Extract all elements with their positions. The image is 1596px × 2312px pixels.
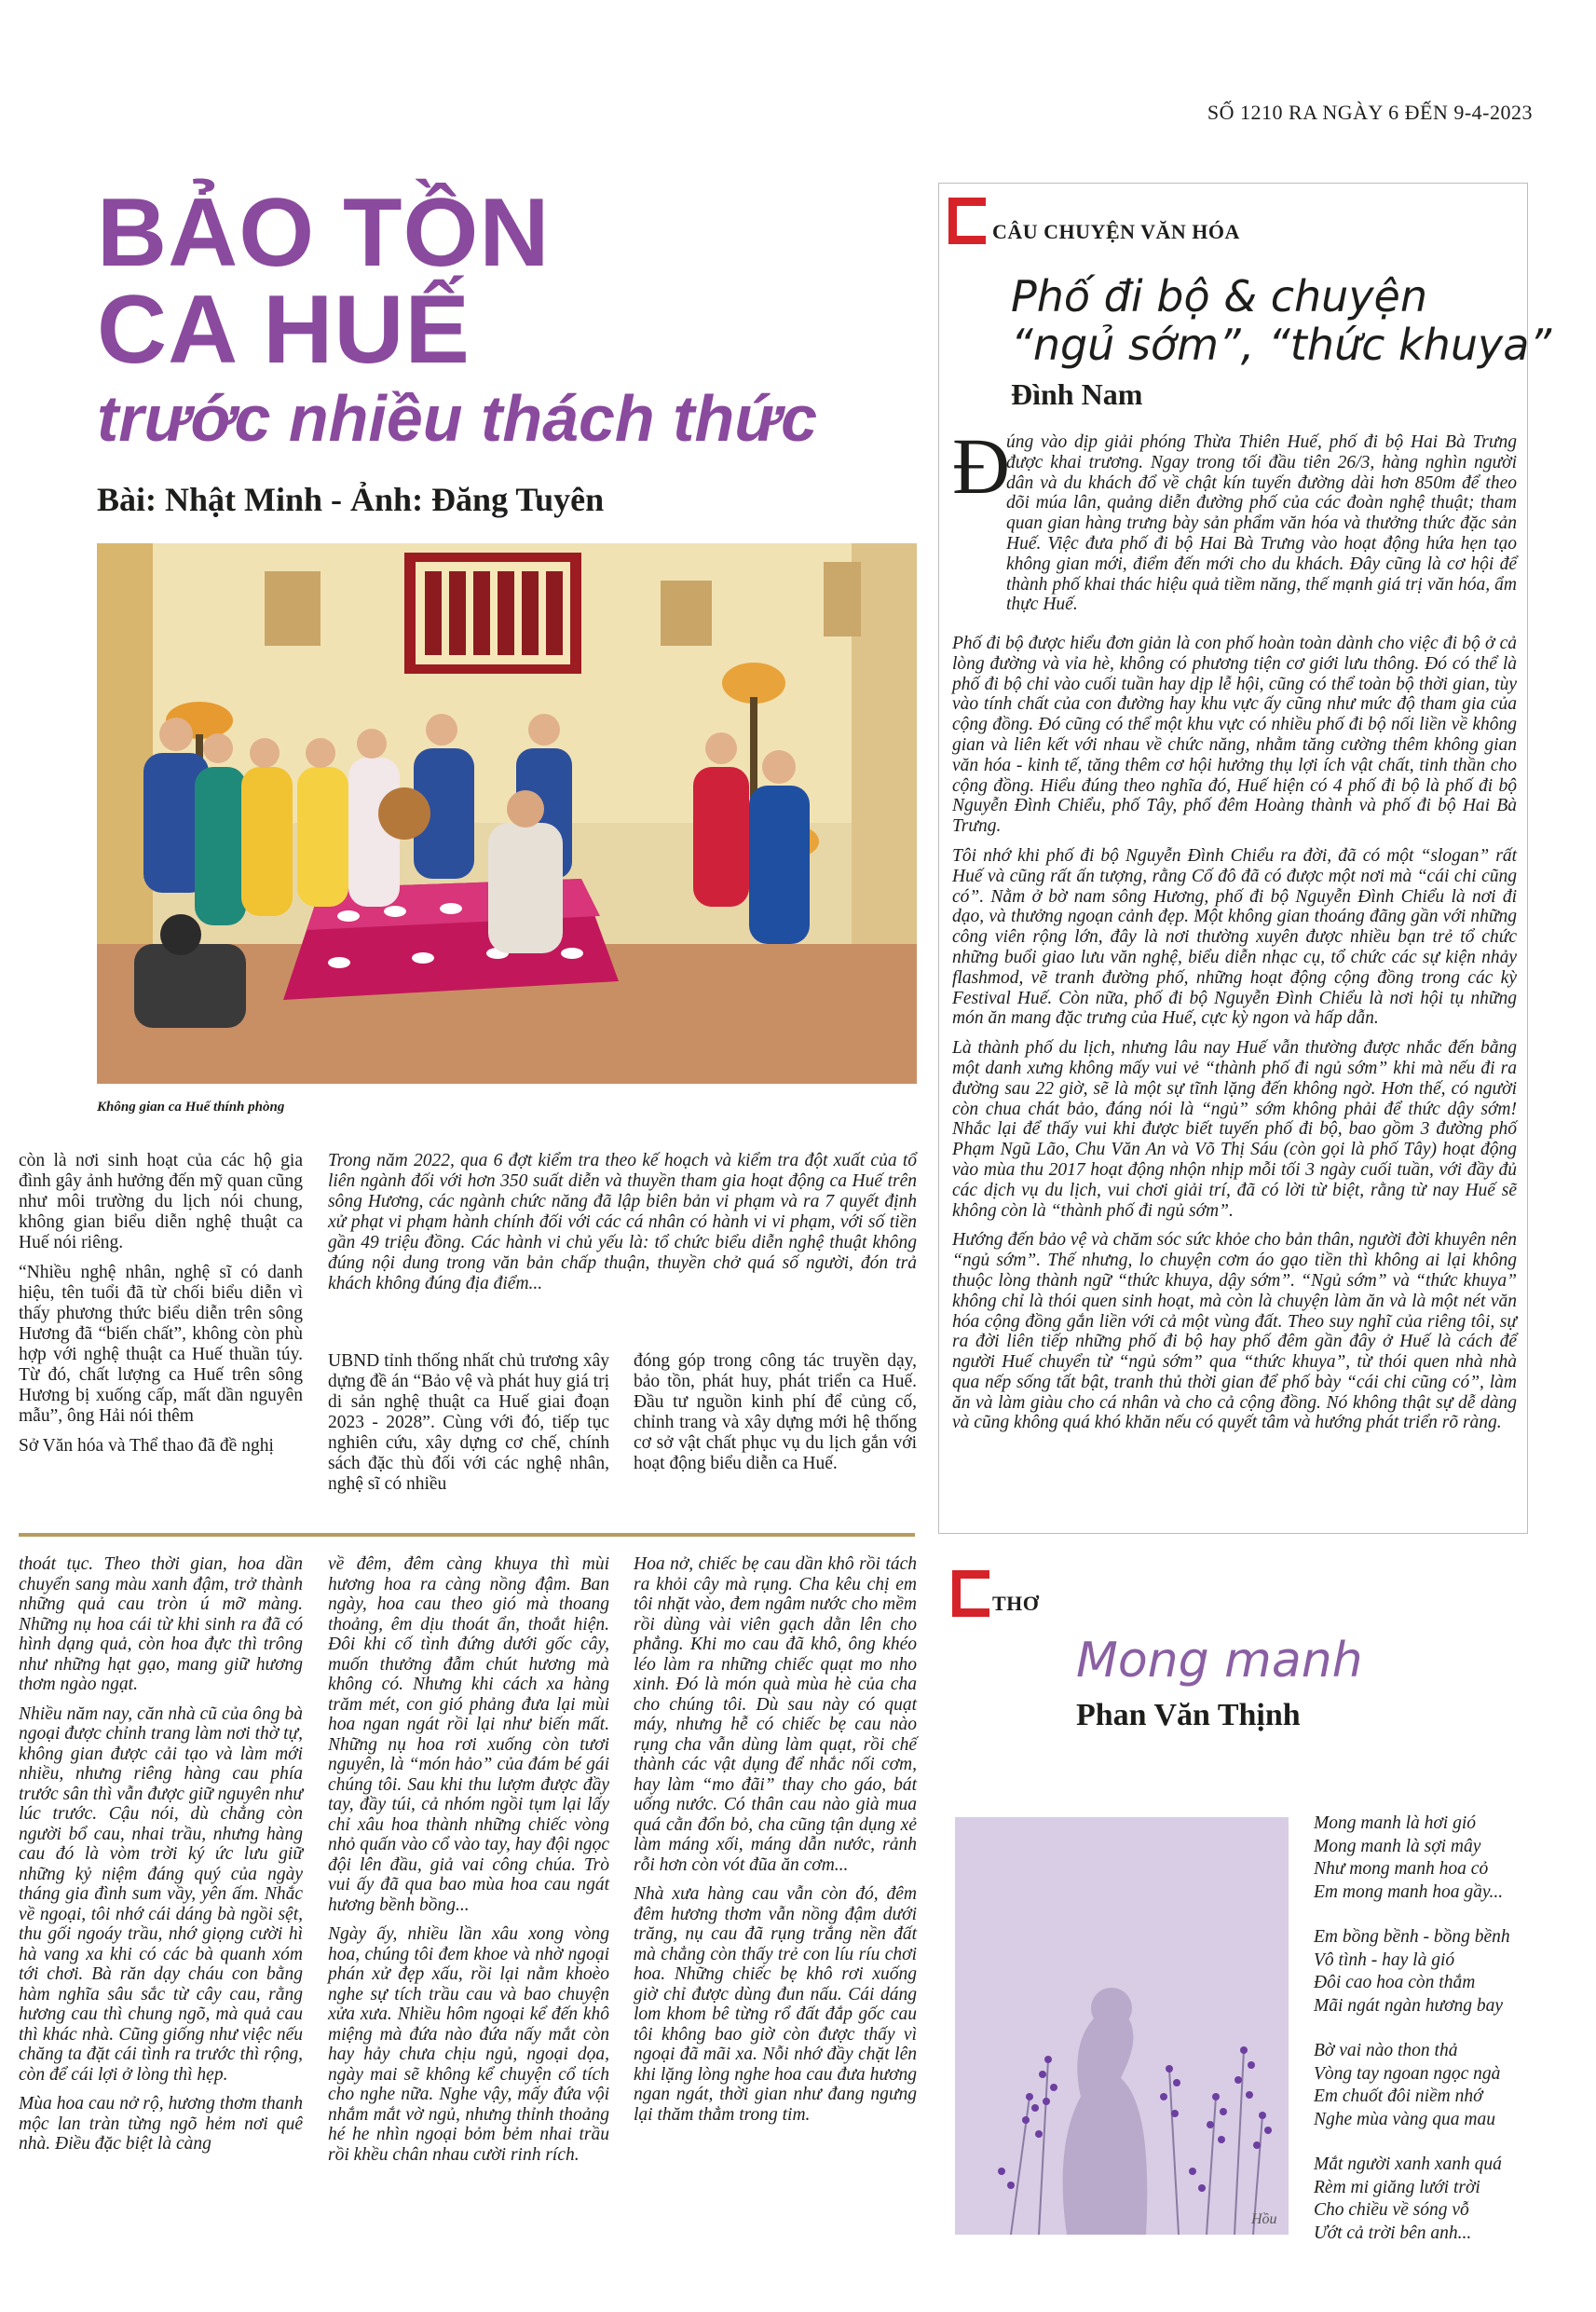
main-col1-p1: còn là nơi sinh hoạt của các hộ gia đình gây ảnh hưởng đến mỹ quan cũng như môi trường du lịch nói chung, không gian biểu diễn nghệ thuật ca Huế nói riêng.	[19, 1151, 303, 1252]
poem-line: Em mong manh hoa gầy...	[1314, 1881, 1504, 1902]
poem-stanza-2	[1314, 1926, 1547, 2018]
poem-title: Mong manh	[1076, 1633, 1363, 1689]
main-col1-p2: “Nhiều nghệ nhân, nghệ sĩ có danh hiệu, tên tuổi đã từ chối biểu diễn vì thấy phương thức biểu diễn trên sông Hương đã “biến chất”, không còn phù hợp với nghệ thuật ca Huế thuần túy. Từ đó, chất lượng ca Huế trên sông Hương bị xuống cấp, mất dần nguyên mẫu”, ông Hải nói thêm	[19, 1263, 303, 1426]
sidebar-dropcap: Đ	[952, 421, 1011, 511]
main-italic-box: Trong năm 2022, qua 6 đợt kiểm tra theo kế hoạch và kiểm tra đột xuất của tổ liên ngành đối với hơn 350 suất diễn và thuyền tham gia hoạt động ca Huế trên sông Hương, các ngành chức năng đã lập biên bản vi phạm và ra 7 quyết định xử phạt vi phạm hành chính đối với các cá nhân có hành vi vi phạm, với số tiền gần 49 triệu đồng. Các hành vi chủ yếu là: tổ chức biểu diễn nghệ thuật không đúng nội dung trong văn bản chấp thuận, thuyền chở quá số người, đón trả khách không đúng địa điểm...	[328, 1151, 917, 1293]
sidebar-title-line1: Phố đi bộ & chuyện	[1011, 271, 1427, 321]
essay-col3	[634, 1554, 917, 2134]
poem-stanza-1	[1314, 1813, 1547, 1904]
headline-line2: CA HUẾ	[97, 276, 471, 384]
poem-line: Rèm mi giăng lưới trời	[1314, 2177, 1480, 2197]
section-divider	[19, 1533, 915, 1537]
poem-section-marker-icon	[952, 1570, 989, 1617]
sidebar-body	[952, 634, 1517, 1443]
sidebar-p5: Hướng đến bảo vệ và chăm sóc sức khỏe cho bản thân, người đời khuyên nên “ngủ sớm”. Thế nhưng, lo chuyện cơm áo gạo tiền thì không ai lại không thuộc lòng thành ngữ “thức khuya, dậy sớm”. “Ngủ sớm” và “thức khuya” không chỉ là thói quen sinh hoạt, mà còn là chuyện làm ăn và là một nét văn hóa cộng đồng gắn liền với cả một vùng đất. Theo suy nghĩ của riêng tôi, sự ra đời liên tiếp những phố đi bộ hay phố đêm gần đây ở Huế là cách để người Huế chuyển từ “ngủ sớm” qua “thức khuya”, từ thói quen nhà nhà qua nếp sống tất bật, tranh thủ thời gian để phố bày “cái chi cũng có”, làm ăn và làm giàu cho cá nhân và cho cả cộng đồng. Nó không thật sự dễ dàng và cũng không quá khó khăn nếu có quyết tâm và hướng phát triển rõ ràng.	[952, 1230, 1517, 1433]
art-signature: Hồu	[1251, 2211, 1277, 2227]
main-article-col3: đóng góp trong công tác truyền dạy, bảo tồn, phát huy, phát triển ca Huế. Đầu tư nguồn kinh phí để củng cố, chỉnh trang và xây dựng mới hệ thống cơ sở vật chất phục vụ du lịch gắn với hoạt động biểu diễn ca Huế.	[634, 1351, 917, 1473]
essay-col2	[328, 1554, 609, 2174]
essay-col1	[19, 1554, 303, 2164]
poem-line: Cho chiều về sóng vỗ	[1314, 2200, 1469, 2220]
essay-col1-p1: thoát tục. Theo thời gian, hoa dần chuyển sang màu xanh đậm, trở thành những quả cau tròn ú mỡ màng. Những nụ hoa cái từ khi sinh ra đã có hình dạng quả, còn hoa đực thì trông như những hạt gạo, mang giữ hương thơm ngào ngạt.	[19, 1554, 303, 1694]
photo-caption: Không gian ca Huế thính phòng	[97, 1100, 285, 1115]
poem-line: Bờ vai nào thon thả	[1314, 2041, 1458, 2060]
sidebar-p1: úng vào dịp giải phóng Thừa Thiên Huế, phố đi bộ Hai Bà Trưng được khai trương. Ngay trong tối đầu tiên 26/3, hàng nghìn người dân và du khách đổ về chật kín tuyến đường dài hơn 850m để theo dõi múa lân, quảng diễn đường phố của các đoàn nghệ thuật; tham quan gian hàng trưng bày sản phẩm văn hóa và thưởng thức đặc sản Huế. Việc đưa phố đi bộ Hai Bà Trưng vào hoạt động hứa hẹn tạo không gian mới, điểm đến mới cho du khách. Đây cũng là cơ hội để thành phố khai thác hiệu quả tiềm năng, thế mạnh giá trị văn hóa, ẩm thực Huế.	[1006, 432, 1517, 615]
essay-col3-p1: Hoa nở, chiếc bẹ cau dần khô rồi tách ra khỏi cây mà rụng. Cha kêu chị em tôi nhặt vào, đem ngâm nước cho mềm rồi dùng vài viên gạch dằn lên cho phẳng. Khi mo cau đã khô, ông khéo léo làm ra những chiếc quạt mo nho xinh. Đó là món quà mùa hè của cha cho chúng tôi. Dù sau này có quạt máy, nhưng hễ có chiếc bẹ cau nào rụng cha vẫn dùng làm quạt, rồi chế thành các vật dụng để nhắc nối cơm, hay làm “mo đãi” thay cho gáo, bát uống nước. Có thân cau nào già mua quá cằn đổn bỏ, cha cũng tận dụng xẻ làm máng xối, máng dẫn nước, rảnh rỗi hơn còn vót đũa ăn cơm...	[634, 1554, 917, 1875]
byline: Bài: Nhật Minh - Ảnh: Đăng Tuyên	[97, 481, 605, 518]
poem-line: Ướt cả trời bên anh...	[1314, 2223, 1472, 2243]
poem-line: Đôi cao hoa còn thắm	[1314, 1973, 1476, 1992]
ca-hue-photo-illustration	[97, 543, 917, 1084]
sidebar-p4: Là thành phố du lịch, nhưng lâu nay Huế vẫn thường được nhắc đến bằng một danh xưng không mấy vui vẻ “thành phố đi ngủ sớm” khi mà nếu đi ra đường sau 22 giờ, sẽ là một sự tĩnh lặng đến không ngờ. Hơn thế, có người còn chua chát bảo, đáng nói là “ngủ” sớm không phải để thức dậy sớm! Nhắc lại để thấy vui khi được biết tuyến phố đi bộ, bao gồm 3 đường phố Phạm Ngũ Lão, Chu Văn An và Võ Thị Sáu (còn gọi là phố Tây) hoạt động vào mùa thu 2017 hoạt động nhộn nhịp mỗi tối 3 ngày cuối tuần, với đầy đủ các dịch vụ du lịch, vui chơi giải trí, đã có lời từ biệt, rằng từ nay Huế sẽ không còn là “thành phố đi ngủ sớm”.	[952, 1038, 1517, 1221]
poem-author: Phan Văn Thịnh	[1076, 1698, 1301, 1732]
headline-line1: BẢO TỒN	[97, 179, 551, 287]
poem-line: Em bồng bềnh - bồng bềnh	[1314, 1927, 1510, 1947]
poem-line: Như mong manh hoa cỏ	[1314, 1859, 1489, 1879]
essay-col3-p2: Nhà xưa hàng cau vẫn còn đó, đêm đêm hương thơm vẫn nồng đậm dưới trăng, nụ cau đã rụng trắng nền đất mà chẳng còn thấy trẻ con líu ríu chơi hoa. Những chiếc bẹ khô rơi xuống giờ chỉ được dùng đun nấu. Cái dáng lom khom bê từng rổ đất đắp gốc cau tôi không bao giờ còn được thấy vì ngoại đã mãi xa. Nỗi nhớ đầy chặt lên khi lặng lòng nghe hoa cau đưa hương ngan ngát, thời gian như đang ngưng lại thăm thẳm trong tim.	[634, 1884, 917, 2125]
poem-line: Mắt người xanh xanh quá	[1314, 2155, 1502, 2174]
poem-illustration	[955, 1817, 1289, 2235]
sidebar-p2: Phố đi bộ được hiểu đơn giản là con phố hoàn toàn dành cho việc đi bộ ở cả lòng đường và vỉa hè, không có phương tiện cơ giới lưu thông. Đó có thể là phố đi bộ chỉ vào cuối tuần hay dịp lễ hội, cũng có thể toàn bộ thời gian, tùy vào tính chất của con đường hay khu vực ấy cũng như mức độ tham gia của cộng đồng. Đó cũng có thể một khu vực có nhiều phố đi bộ nối liền về không gian và liên kết với nhau về chức năng, nhằm tăng cường thêm không gian văn hóa - kinh tế, tăng thêm cơ hội hưởng thụ lợi ích vật chất, tinh thần cho cộng đồng. Hiểu đúng theo nghĩa đó, Huế hiện có 4 phố đi bộ là phố đi bộ Nguyễn Đình Chiểu, phố Tây, phố đêm Hoàng thành và phố đi bộ Hai Bà Trưng.	[952, 634, 1517, 837]
poem-line: Vô tình - hay là gió	[1314, 1949, 1455, 1970]
poem-stanza-3	[1314, 2040, 1547, 2131]
essay-col1-p3: Mùa hoa cau nở rộ, hương thơm thanh mộc lan tràn từng ngõ hẻm nơi quê nhà. Điều đặc biệt là càng	[19, 2094, 303, 2154]
sidebar-author: Đình Nam	[1011, 377, 1143, 411]
poem-body	[1314, 1813, 1547, 2267]
issue-line: SỐ 1210 RA NGÀY 6 ĐẾN 9-4-2023	[1207, 101, 1533, 124]
subheadline: trước nhiều thách thức	[97, 382, 818, 455]
ca-hue-photo	[97, 543, 917, 1084]
essay-col1-p2: Nhiều năm nay, căn nhà cũ của ông bà ngoại được chỉnh trang làm nơi thờ tự, không gian được cải tạo và làm mới nhiều, nhưng riêng hàng cau phía trước sân thì vẫn được giữ nguyên như lúc trước. Cậu nói, dù chẳng còn người bổ cau, nhai trầu, nhưng hàng cau đó là vòm trời ký ức lưu giữ những kỷ niệm đáng quý của ngày tháng gia đình sum vầy, yên ấm. Nhắc về ngoại, tôi nhớ cái dáng bà ngồi sệt, thu gối ngoáy trầu, nhớ giọng cười hì hà vang xa khi có các bà quanh xóm tới chơi. Bà răn dạy cháu con bằng hàm nghĩa sâu sắc từ cây cau, rằng hương cau thì chung ngõ, mà quả cau thì khác nhà. Cũng giống như việc nếu chăng ta đặt cái tình ra trước thì rộng, còn để cái lợi ở lòng thì hẹp.	[19, 1703, 303, 2085]
essay-col2-p2: Ngày ấy, nhiều lần xâu xong vòng hoa, chúng tôi đem khoe và nhờ ngoại phán xử đẹp xấu, rồi lại nằm khoèo nghe sự tích trầu cau và bao chuyện xửa xưa. Nhiều hôm ngoại kể đến khô miệng mà đứa nào đứa nấy mắt còn hay hảy chưa chịu ngủ, ngoại dọa, ngày mai sẽ không kể chuyện cổ tích cho nghe nữa. Nghe vậy, mấy đứa vội nhắm mắt vờ ngủ, nhưng thỉnh thoảng hé he nhìn ngoại bỏm bẻm nhai trầu rồi khều chân nhau cười rinh rích.	[328, 1924, 609, 2165]
sidebar-title-line2: “ngủ sớm”, “thức khuya”	[1011, 320, 1552, 370]
poem-line: Mãi ngát ngàn hương bay	[1314, 1995, 1504, 2016]
poem-line: Mong manh là hơi gió	[1314, 1813, 1476, 1833]
poem-line: Mong manh là sợi mây	[1314, 1836, 1481, 1856]
headline	[97, 179, 551, 384]
essay-col2-p1: về đêm, đêm càng khuya thì mùi hương hoa ra càng nồng đậm. Ban ngày, hoa cau theo gió mà thoang thoảng, êm dịu thoát ẩn, thoắt hiện. Đôi khi cố tình đứng dưới gốc cây, muốn thưởng đẫm chút hương mà không có. Nhưng khi cách xa hàng trăm mét, con gió phảng đưa lại mùi hoa ngan ngát rồi lại như biến mất. Những nụ hoa rơi xuống còn tươi nguyên, là “món hảo” của đám bé gái chúng tôi. Sau khi thu lượm được đầy tay, đầy túi, cả nhóm ngồi tụm lại lấy chỉ xâu hoa thành những chiếc vòng nhỏ quấn vào cổ vào tay, hay đội ngọc đội lên đầu, giả vai công chúa. Trò vui ấy đã qua bao mùa hoa cau ngát hương bềnh bồng...	[328, 1554, 609, 1915]
main-col1-p3: Sở Văn hóa và Thể thao đã đề nghị	[19, 1436, 274, 1456]
sidebar-title	[1011, 272, 1551, 369]
section-marker-icon	[948, 198, 986, 244]
woman-flowers-illustration	[955, 1817, 1289, 2235]
poem-stanza-4	[1314, 2154, 1547, 2245]
main-article-col2: UBND tỉnh thống nhất chủ trương xây dựng đề án “Bảo vệ và phát huy giá trị di sản nghệ thuật ca Huế giai đoạn 2023 - 2028”. Cùng với đó, tiếp tục nghiên cứu, xây dựng cơ chế, chính sách đặc thù đối với các nghệ nhân, nghệ sĩ có nhiều	[328, 1351, 609, 1494]
sidebar-section-tag: CÂU CHUYỆN VĂN HÓA	[992, 220, 1240, 243]
poem-line: Nghe mùa vàng qua mau	[1314, 2109, 1495, 2129]
poem-line: Vòng tay ngoan ngọc ngà	[1314, 2063, 1501, 2084]
poem-section-tag: THƠ	[992, 1592, 1040, 1615]
sidebar-p3: Tôi nhớ khi phố đi bộ Nguyễn Đình Chiểu ra đời, đã có một “slogan” rất Huế và cũng rất ấn tượng, rằng Cố đô đã có được một nơi mà “cái chi cũng có”. Nằm ở bờ nam sông Hương, phố đi bộ Nguyễn Đình Chiểu là nơi đi dạo, và thưởng ngoạn cảnh đẹp. Một không gian thoáng đãng gần với những công viên rộng lớn, đây là nơi thường xuyên được nhiều bạn trẻ tổ chức những buổi giao lưu văn nghệ, biểu diễn nhạc cụ, tổ chức các sự kiện nhảy flashmod, vẽ tranh đường phố, những hoạt động cộng đồng trong các kỳ Festival Huế. Còn nữa, phố đi bộ Nguyễn Đình Chiểu là nơi hội tụ những món ăn mang đặc trưng của Huế, cực kỳ ngon và hấp dẫn.	[952, 845, 1517, 1029]
main-article-col1	[19, 1151, 303, 1466]
poem-line: Em chuốt đôi niềm nhớ	[1314, 2086, 1483, 2106]
